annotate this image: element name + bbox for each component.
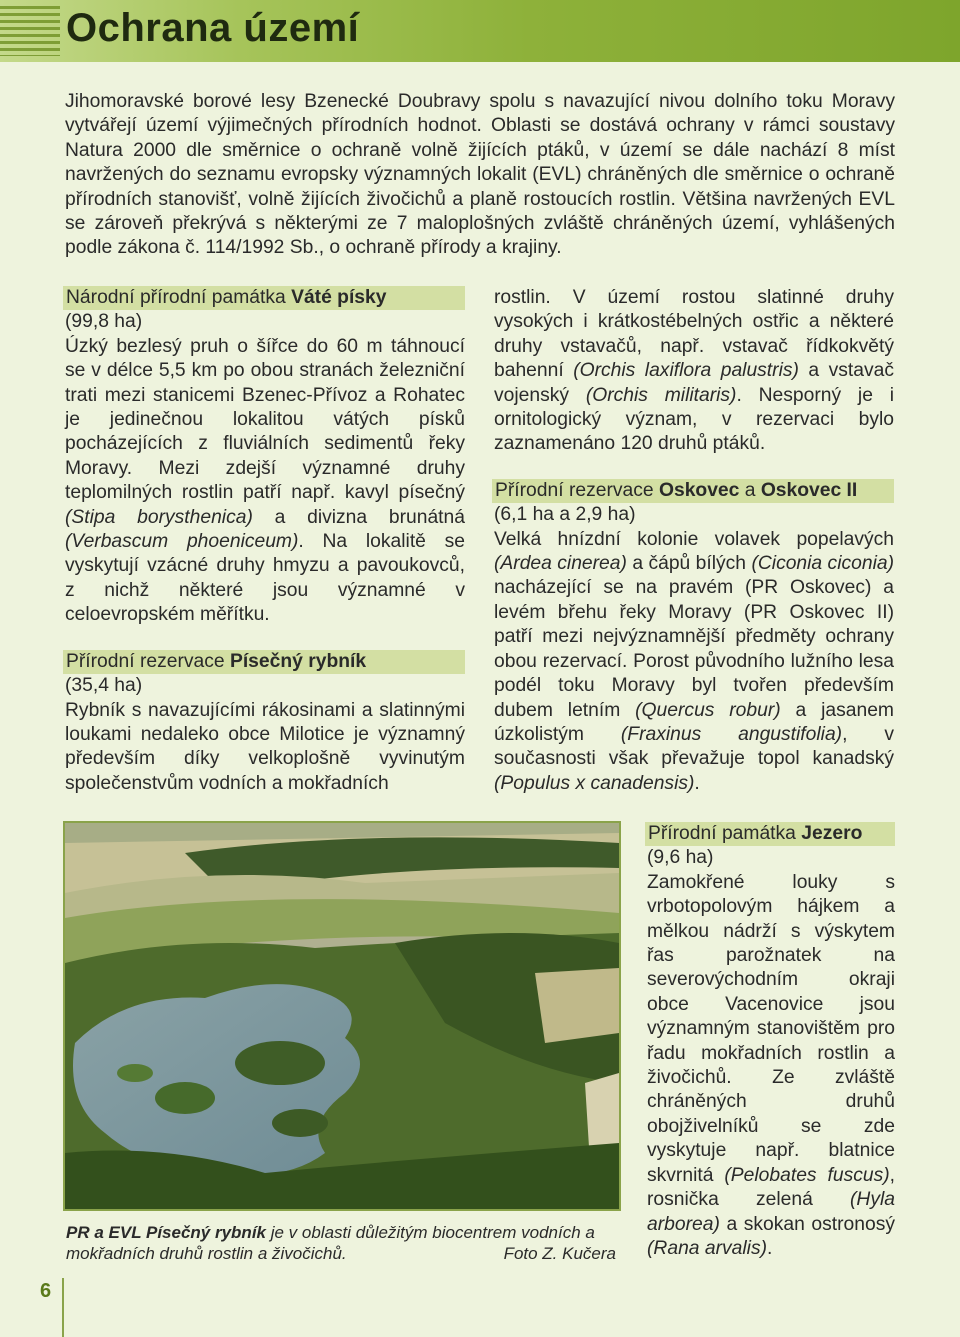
section-oskovec [494,479,894,796]
site-name: Písečný rybník [229,650,367,672]
section-body: Velká hnízdní kolonie volavek popelavých (Ardea cinerea) a čápů bílých (Ciconia ciconia) nacházející se na pravém (PR Oskovec) a levém břehu řeky Moravy (PR Oskovec II) patří mezi nejvýznamnější předměty ochrany obou rezervací. Porost původního lužního lesa podél toku Moravy byl tvořen především dubem letním (Quercus robur) a jasanem úzkolistým (Fraxinus angustifolia), v současnosti však převažuje topol kanadský (Populus x canadensis). [494,528,894,794]
page-number-rule [62,1278,64,1337]
section-heading: Přírodní památka Jezero [645,822,895,846]
section-body: Rybník s navazujícími rákosinami a slatinnými loukami nedaleko obce Milotice je významný především díky velkoplošně vyvinutým společenstvům vodních a mokřadních [65,699,465,794]
left-column [65,286,465,818]
caption-text: je v oblasti důležitým biocentrem vodních a mokřadních druhů rostlin a živočichů. [66,1223,595,1263]
section-continued [494,286,894,457]
section-body: rostlin. V území rostou slatinné druhy vysokých i krátkostébelných ostřic a některé druhy vstavačů, např. vstavač řídkokvětý bahenní (Orchis laxiflora palustris) a vstavač vojenský (Orchis militaris). Nesporný je i ornitologický význam, v rezervaci bylo zaznamenáno 120 druhů ptáků. [494,287,894,455]
aerial-photo [63,821,621,1211]
header-stripes [0,6,60,56]
photo-caption [66,1222,618,1264]
section-vate-pisky [65,286,465,628]
site-area: (6,1 ha a 2,9 ha) [494,504,636,526]
page-header [0,0,960,62]
section-heading: Národní přírodní památka Váté písky [63,286,465,310]
page-title: Ochrana území [66,6,360,50]
section-body: Úzký bezlesý pruh o šířce do 60 m táhnoucí se v délce 5,5 km po obou stranách železniční trati mezi stanicemi Bzenec-Přívoz a Rohatec je jedinečnou lokalitou vátých písků pocházejících z fluviálních sedimentů řeky Moravy. Mezi zdejší významné druhy teplomilných rostlin patří např. kavyl písečný (Stipa borysthenica) a divizna brunátná (Verbascum phoeniceum). Na lokalitě se vyskytují vzácné druhy hmyzu a pavoukovců, z nichž některé jsou významné v celoevropském měřítku. [65,335,465,626]
site-area: (35,4 ha) [65,675,143,697]
site-area: (9,6 ha) [647,847,714,869]
section-heading: Přírodní rezervace Písečný rybník [63,650,465,674]
intro-paragraph: Jihomoravské borové lesy Bzenecké Doubravy spolu s navazující nivou dolního toku Moravy vytvářejí území výjimečných přírodních hodnot. Oblasti se dostává ochrany v rámci soustavy Natura 2000 dle směrnice o ochraně volně žijících ptáků, v území se dále nachází 8 míst navržených do seznamu evropsky významných lokalit (EVL) chráněných dle směrnice o ochraně přírodních stanovišť, volně žijících živočichů a planě rostoucích rostlin. Většina navržených EVL se zároveň překrývá s některými ze 7 maloplošných zvláště chráněných území, vyhlášených podle zákona č. 114/1992 Sb., o ochraně přírody a krajiny. [65,91,895,259]
section-body: Zamokřené louky s vrbotopolovým hájkem a mělkou nádrží s výskytem řas parožnatek na severovýchodním okraji obce Vacenovice jsou významným stanovištěm pro řadu mokřadních rostlin a živočichů. Ze zvláště chráněných druhů obojživelníků se zde vyskytuje např. blatnice skvrnitá (Pelobates fuscus), rosnička zelená (Hyla arborea) a skokan ostronosý (Rana arvalis). [647,871,895,1259]
page-number: 6 [40,1280,52,1302]
section-heading: Přírodní rezervace Oskovec a Oskovec II [492,479,894,503]
section-pisecny-rybnik [65,650,465,796]
aerial-photo-illustration [65,823,619,1209]
section-jezero [647,822,895,1261]
right-column [494,286,894,818]
photo-credit: Foto Z. Kučera [503,1244,616,1263]
site-area: (99,8 ha) [65,311,143,333]
site-name: Váté písky [291,287,387,308]
caption-title: PR a EVL Písečný rybník [66,1223,266,1242]
jezero-column [647,822,895,1261]
